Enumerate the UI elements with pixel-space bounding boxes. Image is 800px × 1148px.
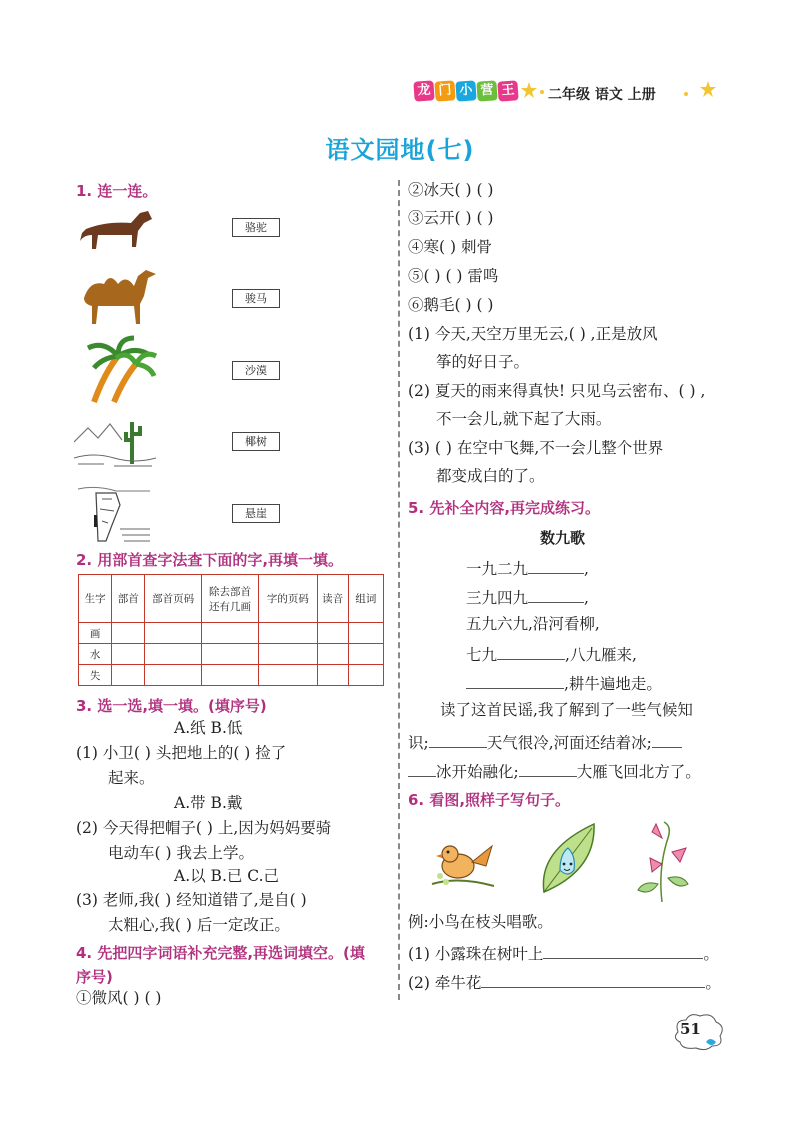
table-cell[interactable] [259, 644, 317, 665]
q3-sentence: (2) 今天得把帽子( ) 上,因为妈妈要骑 [76, 819, 332, 837]
q3-options: A.以 B.已 C.己 [174, 867, 280, 885]
q4-word: ⑥鹅毛( ) ( ) [408, 296, 494, 314]
table-cell[interactable] [348, 623, 383, 644]
q1-heading: 1. 连一连。 [76, 182, 158, 200]
q4-word: ⑤( ) ( ) 雷鸣 [408, 267, 499, 285]
cliff-icon [76, 485, 152, 543]
match-label: 沙漠 [232, 361, 280, 380]
table-cell[interactable] [145, 644, 201, 665]
brand-char: 龙 [413, 80, 434, 101]
table-cell[interactable] [112, 623, 145, 644]
table-cell[interactable] [201, 623, 258, 644]
table-header-line: 除去部首 [208, 585, 251, 598]
q4-heading: 4. 先把四字词语补充完整,再选词填空。(填 [76, 944, 365, 962]
q4-word: ④寒( ) 刺骨 [408, 238, 492, 256]
poem-line: 一九二九 , [466, 560, 589, 578]
star-icon [518, 80, 548, 102]
match-label: 悬崖 [232, 504, 280, 523]
table-cell[interactable] [348, 644, 383, 665]
bird-icon [428, 836, 500, 894]
table-cell[interactable] [112, 644, 145, 665]
q3-sentence: 太粗心,我( ) 后一定改正。 [108, 916, 290, 934]
match-label: 骏马 [232, 289, 280, 308]
q3-heading: 3. 选一选,填一填。(填序号) [76, 697, 267, 715]
table-cell: 画 [79, 623, 112, 644]
q4-word: ①微风( ) ( ) [76, 989, 162, 1007]
table-cell: 水 [79, 644, 112, 665]
q6-sentence: (2) 牵牛花 。 [408, 974, 721, 992]
q5-heading: 5. 先补全内容,再完成练习。 [408, 499, 601, 517]
brand-logo [414, 79, 519, 101]
q3-sentence: (1) 小卫( ) 头把地上的( ) 捡了 [76, 744, 287, 762]
table-cell[interactable] [317, 623, 348, 644]
q3-options: A.带 B.戴 [174, 794, 243, 812]
table-cell[interactable] [201, 644, 258, 665]
q5-reading: 读了这首民谣,我了解到了一些气候知 [440, 701, 693, 719]
match-label: 骆驼 [232, 218, 280, 237]
grade-subject-label: 二年级 语文 上册 [548, 87, 656, 103]
page-title: 语文园地(七) [325, 136, 475, 164]
table-cell[interactable] [259, 623, 317, 644]
table-cell[interactable] [145, 623, 201, 644]
horse-icon [76, 207, 156, 255]
brand-char: 门 [434, 80, 455, 101]
table-cell[interactable] [348, 665, 383, 686]
brand-char: 王 [497, 80, 518, 101]
q4-word: ②冰天( ) ( ) [408, 181, 494, 199]
q5-reading: 冰开始融化; 大雁飞回北方了。 [408, 762, 701, 781]
q6-sentence: (1) 小露珠在树叶上 。 [408, 945, 719, 963]
poem-line: 五九六九,沿河看柳, [466, 615, 600, 633]
q3-sentence: 起来。 [108, 769, 155, 787]
star-icon [678, 78, 724, 106]
q4-heading: 序号) [76, 968, 113, 986]
camel-icon [76, 262, 160, 328]
table-cell[interactable] [201, 665, 258, 686]
q4-word: ③云开( ) ( ) [408, 209, 494, 227]
q4-fill: 不一会儿,就下起了大雨。 [436, 410, 612, 428]
table-header: 字的页码 [259, 575, 317, 623]
q3-options: A.纸 B.低 [174, 719, 243, 737]
q3-sentence: (3) 老师,我( ) 经知道错了,是自( ) [76, 891, 307, 909]
q5-reading: 识; 天气很冷,河面还结着冰; [408, 733, 682, 752]
table-header [201, 575, 258, 623]
poem-line: 七九 ,八九雁来, [466, 646, 637, 664]
column-divider [398, 180, 400, 1000]
q2-heading: 2. 用部首查字法查下面的字,再填一填。 [76, 551, 344, 569]
table-cell[interactable] [112, 665, 145, 686]
q4-fill: (1) 今天,天空万里无云,( ) ,正是放风 [408, 325, 658, 343]
q3-sentence: 电动车( ) 我去上学。 [108, 844, 254, 862]
dewdrop-leaf-icon [534, 820, 600, 900]
poem-line: 三九四九 , [466, 589, 589, 607]
table-cell: 失 [79, 665, 112, 686]
palm-tree-icon [74, 334, 158, 404]
table-header: 部首 [112, 575, 145, 623]
table-cell[interactable] [317, 665, 348, 686]
poem-title: 数九歌 [540, 529, 586, 547]
q4-fill: (2) 夏天的雨来得真快! 只见乌云密布、( ) , [408, 382, 706, 400]
brand-char: 小 [455, 80, 476, 101]
morning-glory-icon [628, 818, 698, 902]
poem-line: ,耕牛遍地走。 [466, 674, 662, 693]
page-number: 51 [680, 1020, 701, 1038]
dictionary-table [78, 574, 384, 686]
brand-char: 营 [476, 80, 497, 101]
table-cell[interactable] [317, 644, 348, 665]
table-header: 生字 [79, 575, 112, 623]
q4-fill: 筝的好日子。 [436, 353, 530, 371]
q6-example: 例:小鸟在枝头唱歌。 [408, 913, 553, 931]
q4-fill: (3) ( ) 在空中飞舞,不一会儿整个世界 [408, 439, 664, 457]
table-header: 部首页码 [145, 575, 201, 623]
table-header: 组词 [348, 575, 383, 623]
q6-heading: 6. 看图,照样子写句子。 [408, 791, 571, 809]
table-cell[interactable] [145, 665, 201, 686]
q4-fill: 都变成白的了。 [436, 467, 545, 485]
desert-icon [74, 412, 156, 468]
table-cell[interactable] [259, 665, 317, 686]
match-label: 椰树 [232, 432, 280, 451]
table-header-line: 还有几画 [208, 600, 251, 613]
table-header: 读音 [317, 575, 348, 623]
